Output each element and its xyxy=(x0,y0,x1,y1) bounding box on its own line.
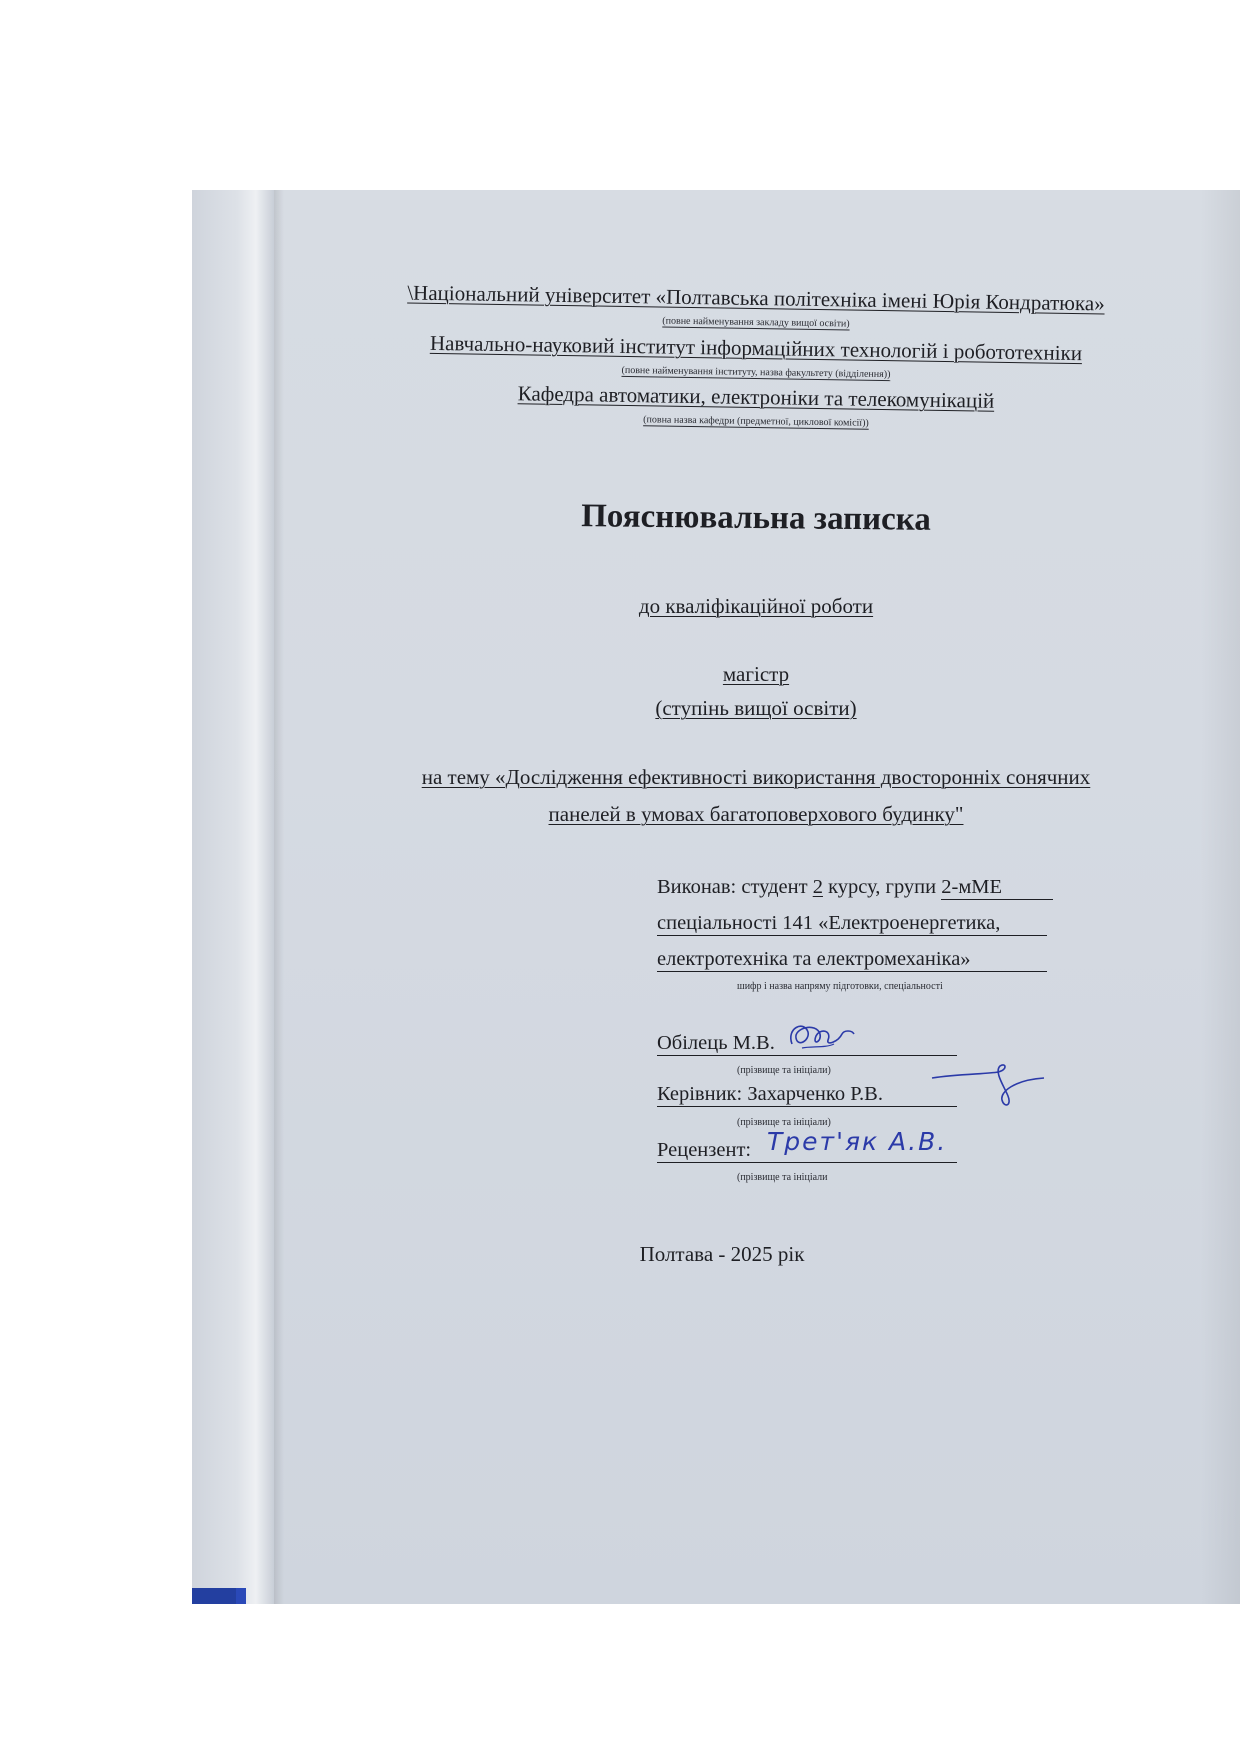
performer-prefix: Виконав: студент xyxy=(657,876,808,898)
document-title: Пояснювальна записка xyxy=(580,498,931,538)
topic-line-1: на тему «Дослідження ефективності використання двосторонніх сонячних xyxy=(421,765,1091,789)
topic-line-2: панелей в умовах багатоповерхового будинку" xyxy=(548,802,964,826)
course-number: 2 xyxy=(812,876,823,898)
institute-caption: (повне найменування інституту, назва факультету (відділення)) xyxy=(621,364,891,381)
degree: магістр xyxy=(722,662,790,686)
specialty-line-2 xyxy=(657,948,1117,972)
group-value: 2-мМЕ xyxy=(941,876,1003,898)
specialty-text-2: електротехніка та електромеханіка» xyxy=(657,948,971,970)
title-page xyxy=(192,190,1240,1604)
specialty-text-1: спеціальності 141 «Електроенергетика, xyxy=(657,912,1001,934)
document-subtitle: до кваліфікаційної роботи xyxy=(638,594,874,618)
supervisor-name: Керівник: Захарченко Р.В. xyxy=(657,1083,883,1105)
student-signature xyxy=(782,1018,862,1056)
reviewer-name-caption: (прізвище та ініціали xyxy=(737,1172,828,1183)
degree-caption: (ступінь вищої освіти) xyxy=(655,696,857,720)
supervisor-signature xyxy=(928,1056,1048,1110)
department-name: Кафедра автоматики, електроніки та телекомунікацій xyxy=(517,381,995,413)
specialty-caption: шифр і назва напряму підготовки, спеціальності xyxy=(737,981,943,992)
department-caption: (повна назва кафедри (предметної, циклової комісії)) xyxy=(643,414,869,429)
supervisor-line xyxy=(657,1083,1117,1107)
course-word: курсу, групи xyxy=(828,876,937,898)
university-caption: (повне найменування закладу вищої освіти) xyxy=(662,315,850,330)
student-name-caption: (прізвище та ініціали) xyxy=(737,1065,831,1076)
student-line xyxy=(657,1032,1117,1056)
university-name: \Національний університет «Полтавська політехніка імені Юрія Кондратюка» xyxy=(407,280,1105,316)
specialty-line-1 xyxy=(657,912,1117,936)
student-name: Обілець М.В. xyxy=(657,1032,775,1054)
supervisor-name-caption: (прізвище та ініціали) xyxy=(737,1117,831,1128)
city-year: Полтава - 2025 рік xyxy=(639,1242,805,1266)
performer-line xyxy=(657,876,1117,900)
institute-name: Навчально-науковий інститут інформаційних технологій і робототехніки xyxy=(429,330,1083,366)
group-field xyxy=(941,876,1053,900)
reviewer-handwritten-name: Трет'як А.В. xyxy=(767,1127,948,1156)
reviewer-label: Рецензент: xyxy=(657,1139,752,1161)
